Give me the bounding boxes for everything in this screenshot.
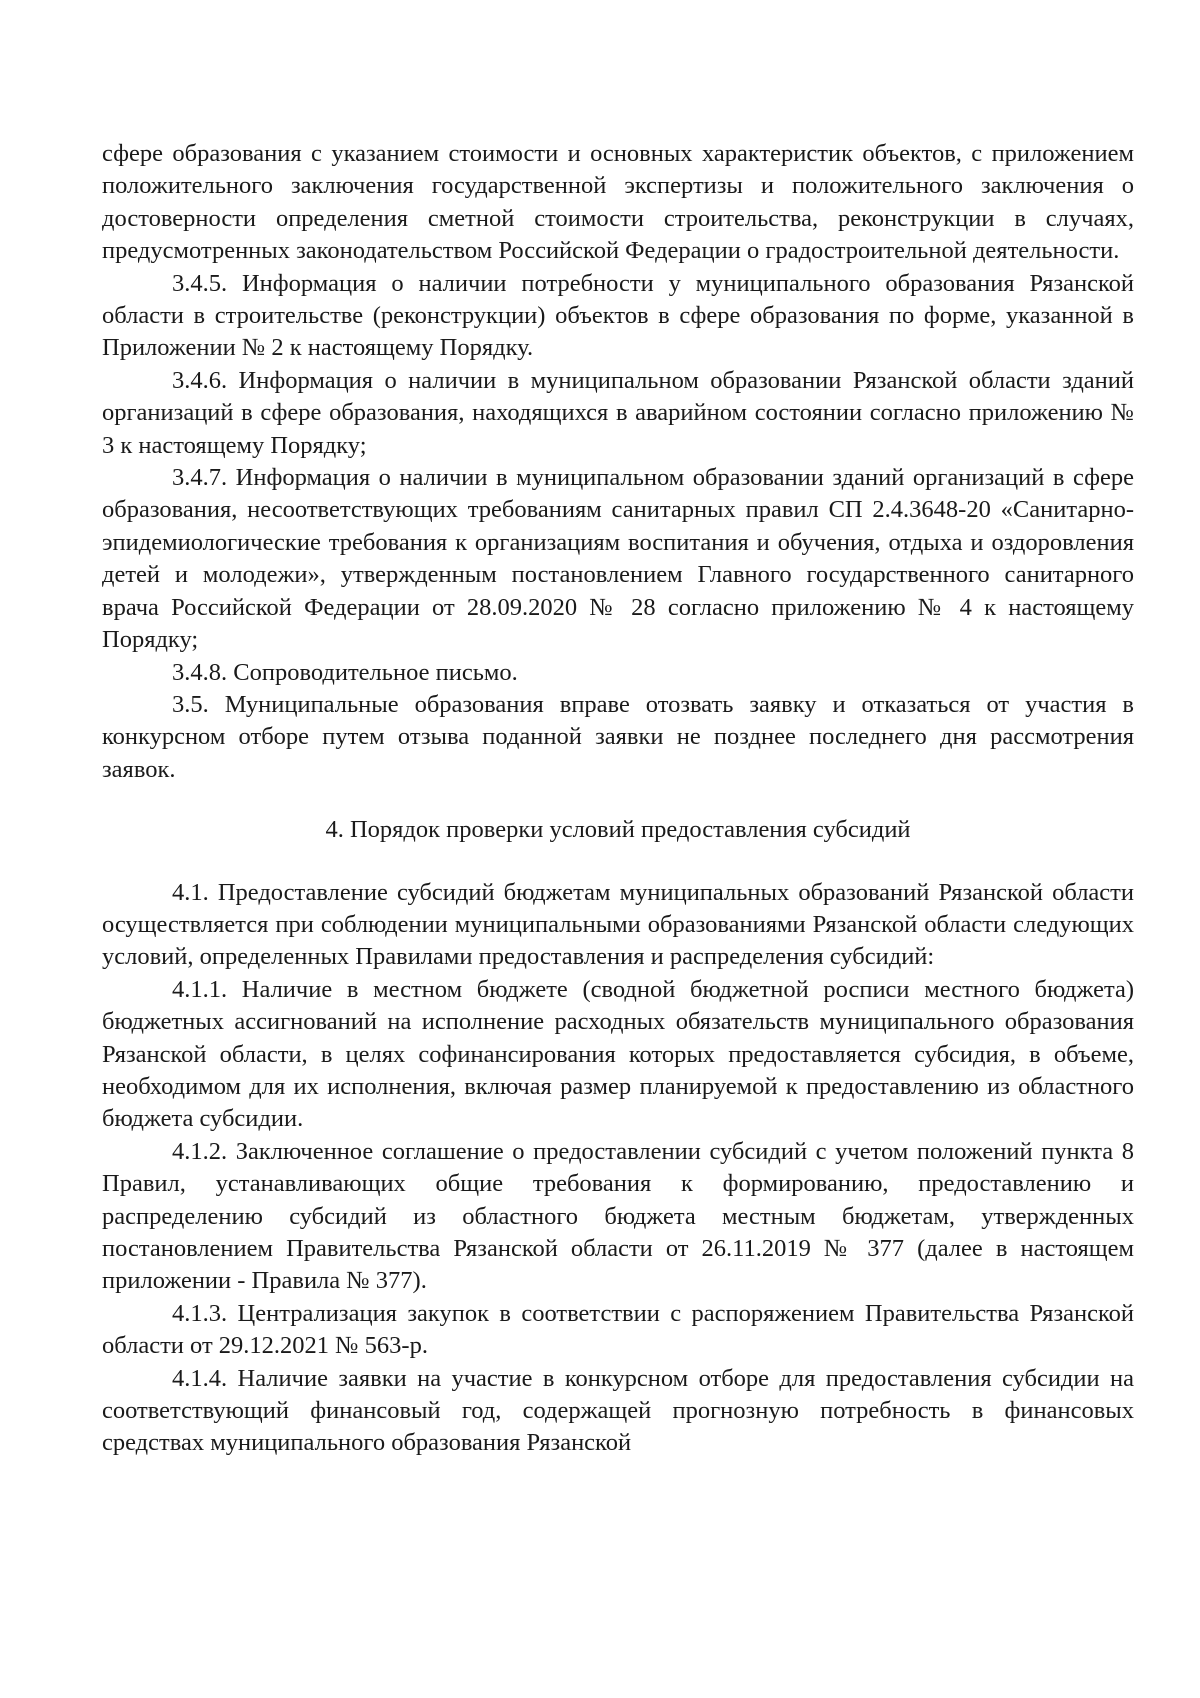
paragraph-4-1-3: 4.1.3. Централизация закупок в соответствии с распоряжением Правительства Рязанской области от 29.12.2021 № 563-р. <box>102 1299 1134 1360</box>
paragraph-3-4-6: 3.4.6. Информация о наличии в муниципальном образовании Рязанской области зданий организаций в сфере образования, находящихся в аварийном состоянии согласно приложению № 3 к настоящему Порядку; <box>102 366 1134 459</box>
paragraph-3-4-5: 3.4.5. Информация о наличии потребности у муниципального образования Рязанской области в строительстве (реконструкции) объектов в сфере образования по форме, указанной в Приложении № 2 к настоящему Порядку. <box>102 269 1134 362</box>
paragraph-3-4-8: 3.4.8. Сопроводительное письмо. <box>172 658 518 686</box>
paragraph-4-1-1: 4.1.1. Наличие в местном бюджете (сводной бюджетной росписи местного бюджета) бюджетных ассигнований на исполнение расходных обязательств муниципального образования Рязанской области, в целях софинансирования которых предоставляется субсидия, в объеме, необходимом для их исполнения, включая размер планируемой к предоставлению из областного бюджета субсидии. <box>102 975 1134 1133</box>
paragraph-4-1-4: 4.1.4. Наличие заявки на участие в конкурсном отборе для предоставления субсидии на соответствующий финансовый год, содержащей прогнозную потребность в финансовых средствах муниципального образования Рязанской <box>102 1364 1134 1457</box>
paragraph-continuation: сфере образования с указанием стоимости и основных характеристик объектов, с приложением положительного заключения государственной экспертизы и положительного заключения о достоверности определения сметной стоимости строительства, реконструкции в случаях, предусмотренных законодательством Российской Федерации о градостроительной деятельности. <box>102 140 1134 265</box>
section-heading: 4. Порядок проверки условий предоставления субсидий <box>325 816 911 844</box>
paragraph-4-1: 4.1. Предоставление субсидий бюджетам муниципальных образований Рязанской области осуществляется при соблюдении муниципальными образованиями Рязанской области следующих условий, определенных Правилами предоставления и распределения субсидий: <box>102 878 1134 971</box>
document-body <box>102 138 1134 1460</box>
paragraph-3-5: 3.5. Муниципальные образования вправе отозвать заявку и отказаться от участия в конкурсном отборе путем отзыва поданной заявки не позднее последнего дня рассмотрения заявок. <box>102 690 1134 783</box>
paragraph-3-4-7: 3.4.7. Информация о наличии в муниципальном образовании зданий организаций в сфере образования, несоответствующих требованиям санитарных правил СП 2.4.3648-20 «Санитарно-эпидемиологические требования к организациям воспитания и обучения, отдыха и оздоровления детей и молодежи», утвержденным постановлением Главного государственного санитарного врача Российской Федерации от 28.09.2020 № 28 согласно приложению № 4 к настоящему Порядку; <box>102 464 1134 654</box>
paragraph-4-1-2: 4.1.2. Заключенное соглашение о предоставлении субсидий с учетом положений пункта 8 Правил, устанавливающих общие требования к формированию, предоставлению и распределению субсидий из областного бюджета местным бюджетам, утвержденных постановлением Правительства Рязанской области от 26.11.2019 № 377 (далее в настоящем приложении - Правила № 377). <box>102 1137 1134 1295</box>
